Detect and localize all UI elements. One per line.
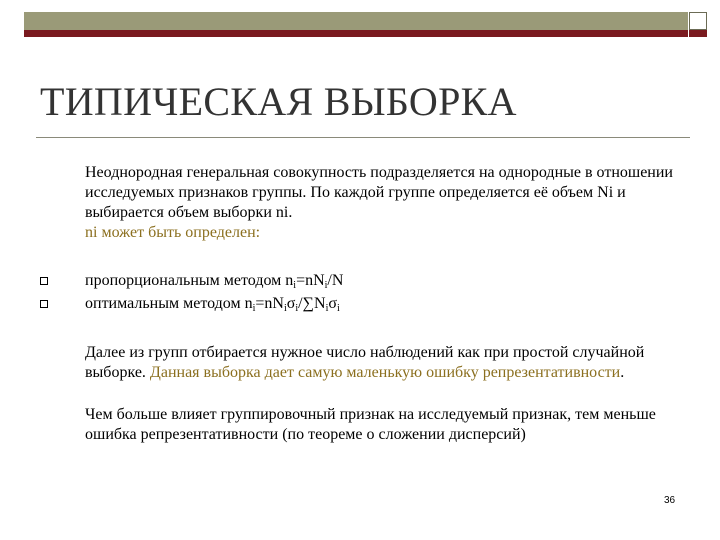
bullet-label: оптимальным методом: [85, 295, 241, 312]
bullet-text: [85, 271, 343, 291]
header-bar-olive: [24, 12, 688, 30]
square-bullet-icon: [40, 277, 48, 285]
bullet-label: пропорциональным методом: [85, 272, 282, 289]
slide-title: ТИПИЧЕСКАЯ ВЫБОРКА: [40, 79, 517, 124]
method-paragraph: Далее из групп отбирается нужное число наблюдений как при простой случайной выборке. Данная выборка дает самую маленькую ошибку репрезентативности.: [85, 344, 645, 381]
page-number: 36: [664, 495, 676, 506]
header-bar-red: [24, 30, 688, 37]
square-bullet-icon: [40, 300, 48, 308]
intro-paragraph: [85, 163, 700, 243]
method-text: Далее из групп отбирается нужное число наблюдений как при простой случайной выборке.: [85, 344, 645, 381]
title-divider: [36, 137, 690, 138]
header-corner-red: [689, 30, 707, 37]
intro-text: Неоднородная генеральная совокупность подразделяется на однородные в отношении исследуемых признаков группы. По каждой группе определяется её объем Ni и выбирается объем выборки ni.: [85, 164, 673, 221]
method-accent-text: Данная выборка дает самую маленькую ошибку репрезентативности: [149, 364, 621, 381]
formula-proportional: $n_i=nN_i/N$: [285, 272, 344, 291]
theorem-paragraph: Чем больше влияет группировочный признак на исследуемый признак, тем меньше ошибка репрезентативности (по теореме о сложении дисперсий): [85, 406, 656, 443]
formula-optimal: $n_i=nN_i\sigma_i/\sum N_i\sigma_i$: [244, 295, 340, 314]
intro-accent-text: ni может быть определен:: [85, 224, 261, 241]
bullet-text: [85, 294, 340, 314]
header-corner-box: [689, 12, 707, 30]
